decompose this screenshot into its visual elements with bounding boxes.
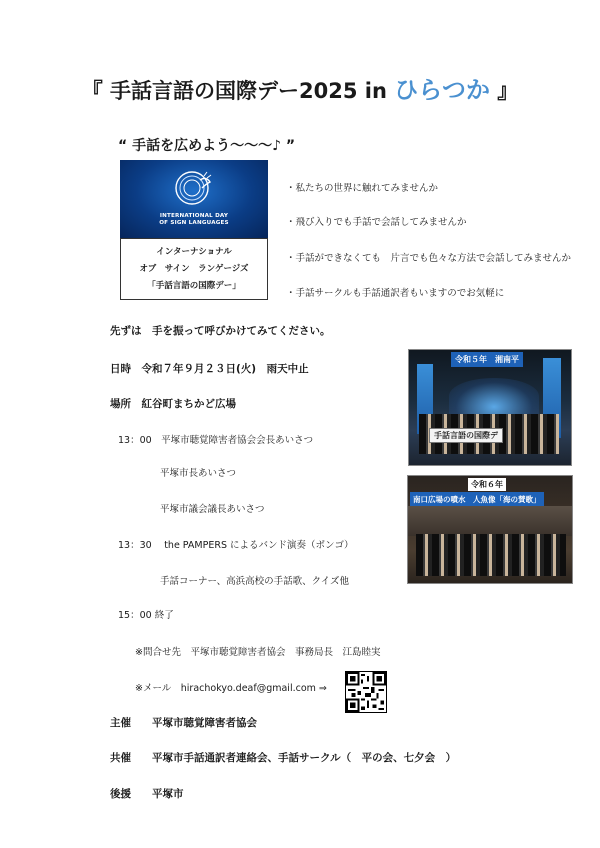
program-item: 平塚市議会議長あいさつ: [160, 504, 265, 515]
title-accent: ひらつか: [394, 76, 490, 104]
event-place: 場所 紅谷町まちかど広場: [110, 398, 236, 410]
photo-label: 令和５年 湘南平: [451, 352, 523, 367]
program-item: 平塚市長あいさつ: [160, 468, 237, 479]
photo-year: 令和６年: [468, 478, 506, 491]
logo-caption-line-3: 「手話言語の国際デー」: [147, 281, 241, 291]
organizer: 主催 平塚市聴覚障害者協会: [110, 717, 257, 729]
bullet-item: ・手話ができなくても 片言でも色々な方法で会話してみませんか: [286, 253, 572, 264]
title-close: 』: [489, 79, 519, 103]
photo-banner: 手話言語の国際デ: [429, 428, 503, 443]
bullet-item: ・私たちの世界に触れてみませんか: [286, 183, 439, 194]
mail-info: ※メール hirachokyo.deaf@gmail.com ⇒: [135, 683, 327, 694]
light-arch: [449, 378, 539, 414]
event-photo-2023: [408, 349, 572, 466]
hand-circle-logo-icon: [170, 166, 218, 210]
photo-label: 南口広場の噴水 人魚像「海の賛歌」: [410, 492, 544, 507]
event-logo: [120, 160, 268, 238]
logo-caption: [120, 238, 268, 300]
logo-caption-line-1: インターナショナル: [156, 247, 232, 257]
program-end: 15：00 終了: [118, 610, 174, 621]
logo-caption-line-2: オブ サイン ランゲージズ: [139, 264, 249, 274]
logo-line-1: INTERNATIONAL DAY: [159, 213, 229, 219]
title-main: 『 手話言語の国際デー2025 in: [81, 79, 395, 103]
crowd: [416, 534, 566, 576]
intro-text: 先ずは 手を振って呼びかけてみてください。: [110, 325, 331, 337]
page-title: [0, 70, 600, 105]
bullet-item: ・飛び入りでも手話で会話してみませんか: [286, 217, 467, 228]
program-item: 13：00 平塚市聴覚障害者協会会長あいさつ: [118, 435, 314, 446]
logo-line-2: OF SIGN LANGUAGES: [159, 220, 229, 226]
bullet-item: ・手話サークルも手話通訳者もいますのでお気軽に: [286, 288, 505, 299]
co-host: 共催 平塚市手話通訳者連絡会、手話サークル（ 平の会、七夕会 ）: [110, 752, 457, 764]
event-datetime: 日時 令和７年９月２３日(火) 雨天中止: [110, 363, 309, 375]
program-item: 手話コーナー、高浜高校の手話歌、クイズ他: [160, 576, 350, 587]
support: 後援 平塚市: [110, 788, 184, 800]
qr-code-icon[interactable]: [345, 671, 387, 713]
subtitle: “ 手話を広めよう～～～♪ ”: [118, 138, 296, 154]
logo-text: [120, 213, 268, 227]
contact-info: ※問合せ先 平塚市聴覚障害者協会 事務局長 江島睦実: [135, 647, 381, 658]
building: [408, 506, 572, 536]
event-photo-2024: [407, 475, 573, 584]
program-item: 13：30 the PAMPERS によるバンド演奏（ボンゴ）: [118, 540, 354, 551]
